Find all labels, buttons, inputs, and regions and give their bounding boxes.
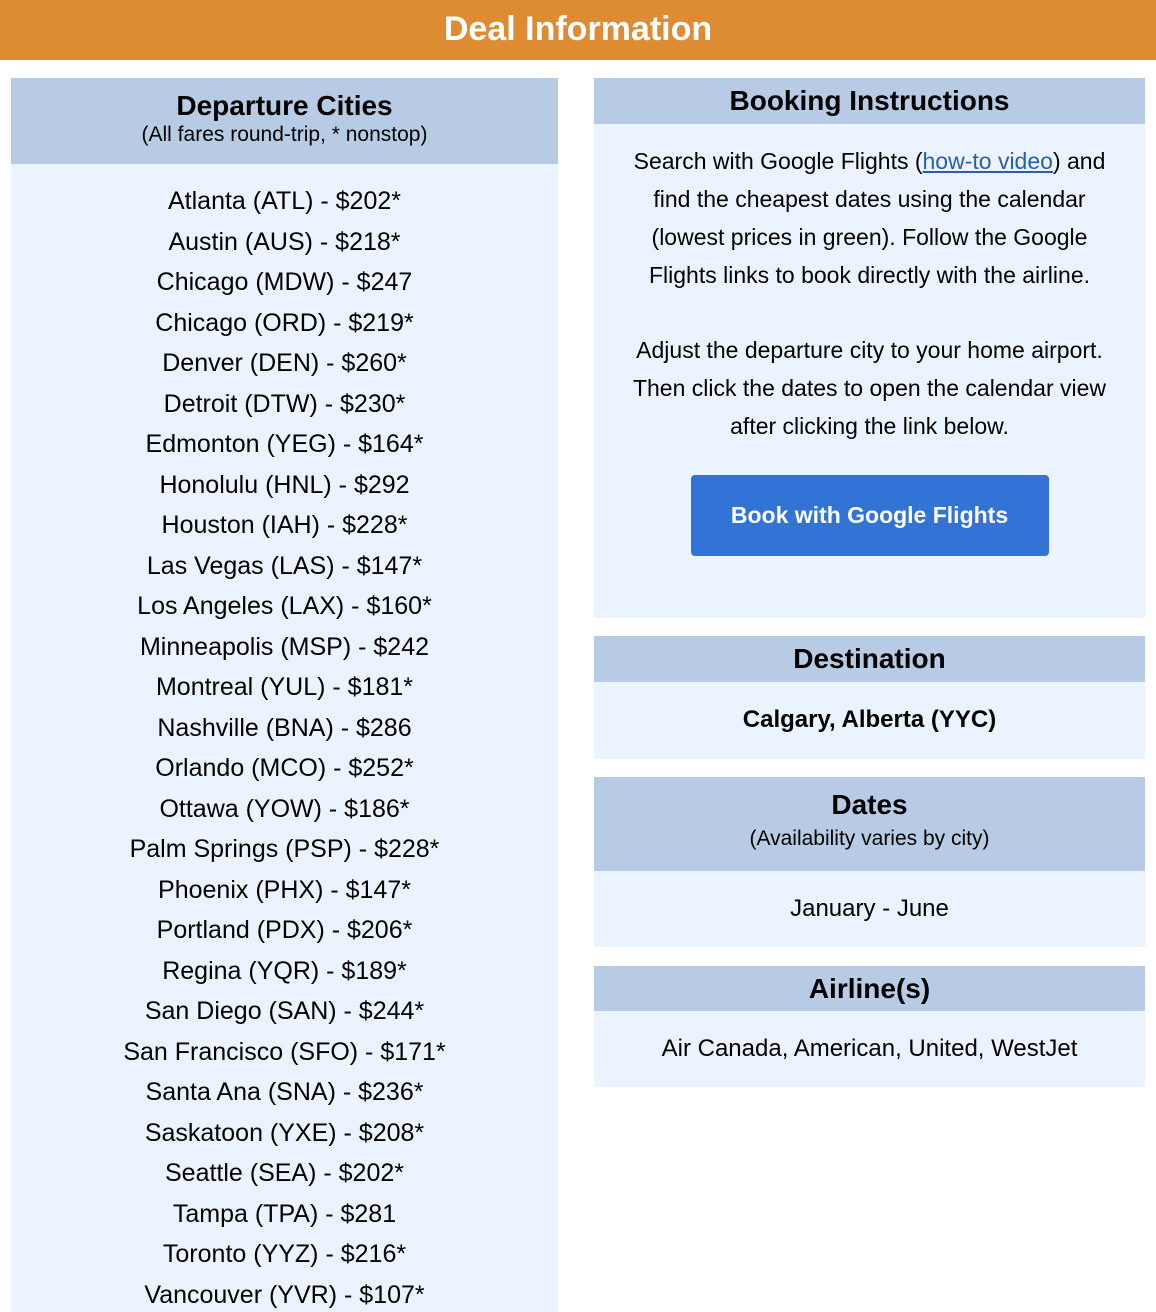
list-item: Los Angeles (LAX) - $160*: [137, 592, 432, 620]
list-item: Ottawa (YOW) - $186*: [159, 794, 410, 823]
airlines-header: [594, 966, 1145, 1011]
list-item: Phoenix (PHX) - $147*: [158, 875, 411, 904]
list-item: Seattle (SEA) - $202*: [164, 1159, 404, 1187]
airlines-title: Airline(s): [808, 973, 931, 1004]
list-item: Nashville (BNA) - $286: [157, 713, 412, 742]
list-item: Las Vegas (LAS) - $147*: [146, 551, 423, 580]
list-item: Detroit (DTW) - $230*: [163, 389, 406, 418]
destination-title: Destination: [793, 643, 946, 674]
airlines-value: Air Canada, American, United, WestJet: [594, 1011, 1145, 1087]
list-item: Chicago (MDW) - $247: [156, 268, 413, 296]
destination-panel: [594, 636, 1145, 759]
dates-title: Dates: [831, 789, 908, 820]
destination-header: [594, 636, 1145, 682]
list-item: San Francisco (SFO) - $171*: [123, 1037, 446, 1066]
booking-paragraph-1: [628, 142, 1111, 294]
list-item: San Diego (SAN) - $244*: [144, 997, 425, 1025]
banner-title: Deal Information: [443, 10, 713, 48]
departure-cities-panel: [11, 78, 558, 1312]
booking-instructions-panel: [594, 78, 1145, 618]
list-item: Palm Springs (PSP) - $228*: [129, 835, 440, 863]
list-item: Edmonton (YEG) - $164*: [145, 430, 424, 458]
list-item: Vancouver (YVR) - $107*: [144, 1280, 425, 1309]
dates-header: [594, 777, 1145, 871]
list-item: Orlando (MCO) - $252*: [155, 754, 414, 782]
list-item: Toronto (YYZ) - $216*: [162, 1240, 407, 1268]
dates-panel: [594, 777, 1145, 947]
departure-cities-list: [11, 164, 558, 1312]
list-item: Tampa (TPA) - $281: [172, 1199, 397, 1228]
departure-cities-title: Departure Cities: [176, 90, 393, 121]
booking-instructions-header: [594, 78, 1145, 124]
list-item: Saskatoon (YXE) - $208*: [144, 1118, 425, 1147]
booking-instructions-title: Booking Instructions: [729, 85, 1010, 116]
list-item: Atlanta (ATL) - $202*: [168, 187, 401, 215]
departure-cities-header: [11, 78, 558, 164]
dates-value: January - June: [594, 871, 1145, 947]
booking-instructions-body: [594, 124, 1145, 618]
list-item: Minneapolis (MSP) - $242: [139, 632, 429, 661]
list-item: Regina (YQR) - $189*: [162, 956, 407, 985]
how-to-video-link[interactable]: how-to video: [922, 148, 1053, 174]
list-item: Chicago (ORD) - $219*: [155, 308, 414, 337]
list-item: Houston (IAH) - $228*: [161, 511, 408, 539]
list-item: Honolulu (HNL) - $292: [159, 470, 410, 499]
booking-text-before-link: Search with Google Flights (: [633, 148, 923, 174]
list-item: Austin (AUS) - $218*: [168, 227, 401, 256]
list-item: Denver (DEN) - $260*: [162, 349, 407, 377]
destination-value: Calgary, Alberta (YYC): [594, 682, 1145, 759]
dates-subtitle: (Availability varies by city): [749, 827, 990, 850]
book-with-google-flights-button[interactable]: Book with Google Flights: [691, 475, 1049, 556]
deal-information-banner: [0, 0, 1156, 60]
list-item: Portland (PDX) - $206*: [156, 916, 413, 944]
list-item: Montreal (YUL) - $181*: [155, 673, 414, 701]
booking-paragraph-2: Adjust the departure city to your home airport. Then click the dates to open the calendar view after clicking the link below.: [632, 337, 1107, 439]
departure-cities-subtitle: (All fares round-trip, * nonstop): [141, 123, 428, 146]
airlines-panel: [594, 966, 1145, 1087]
booking-text-after-link: ) and find the cheapest dates using the calendar (lowest prices in green). Follow the Google Flights links to book directly with the airline.: [648, 148, 1106, 288]
list-item: Santa Ana (SNA) - $236*: [145, 1078, 424, 1106]
